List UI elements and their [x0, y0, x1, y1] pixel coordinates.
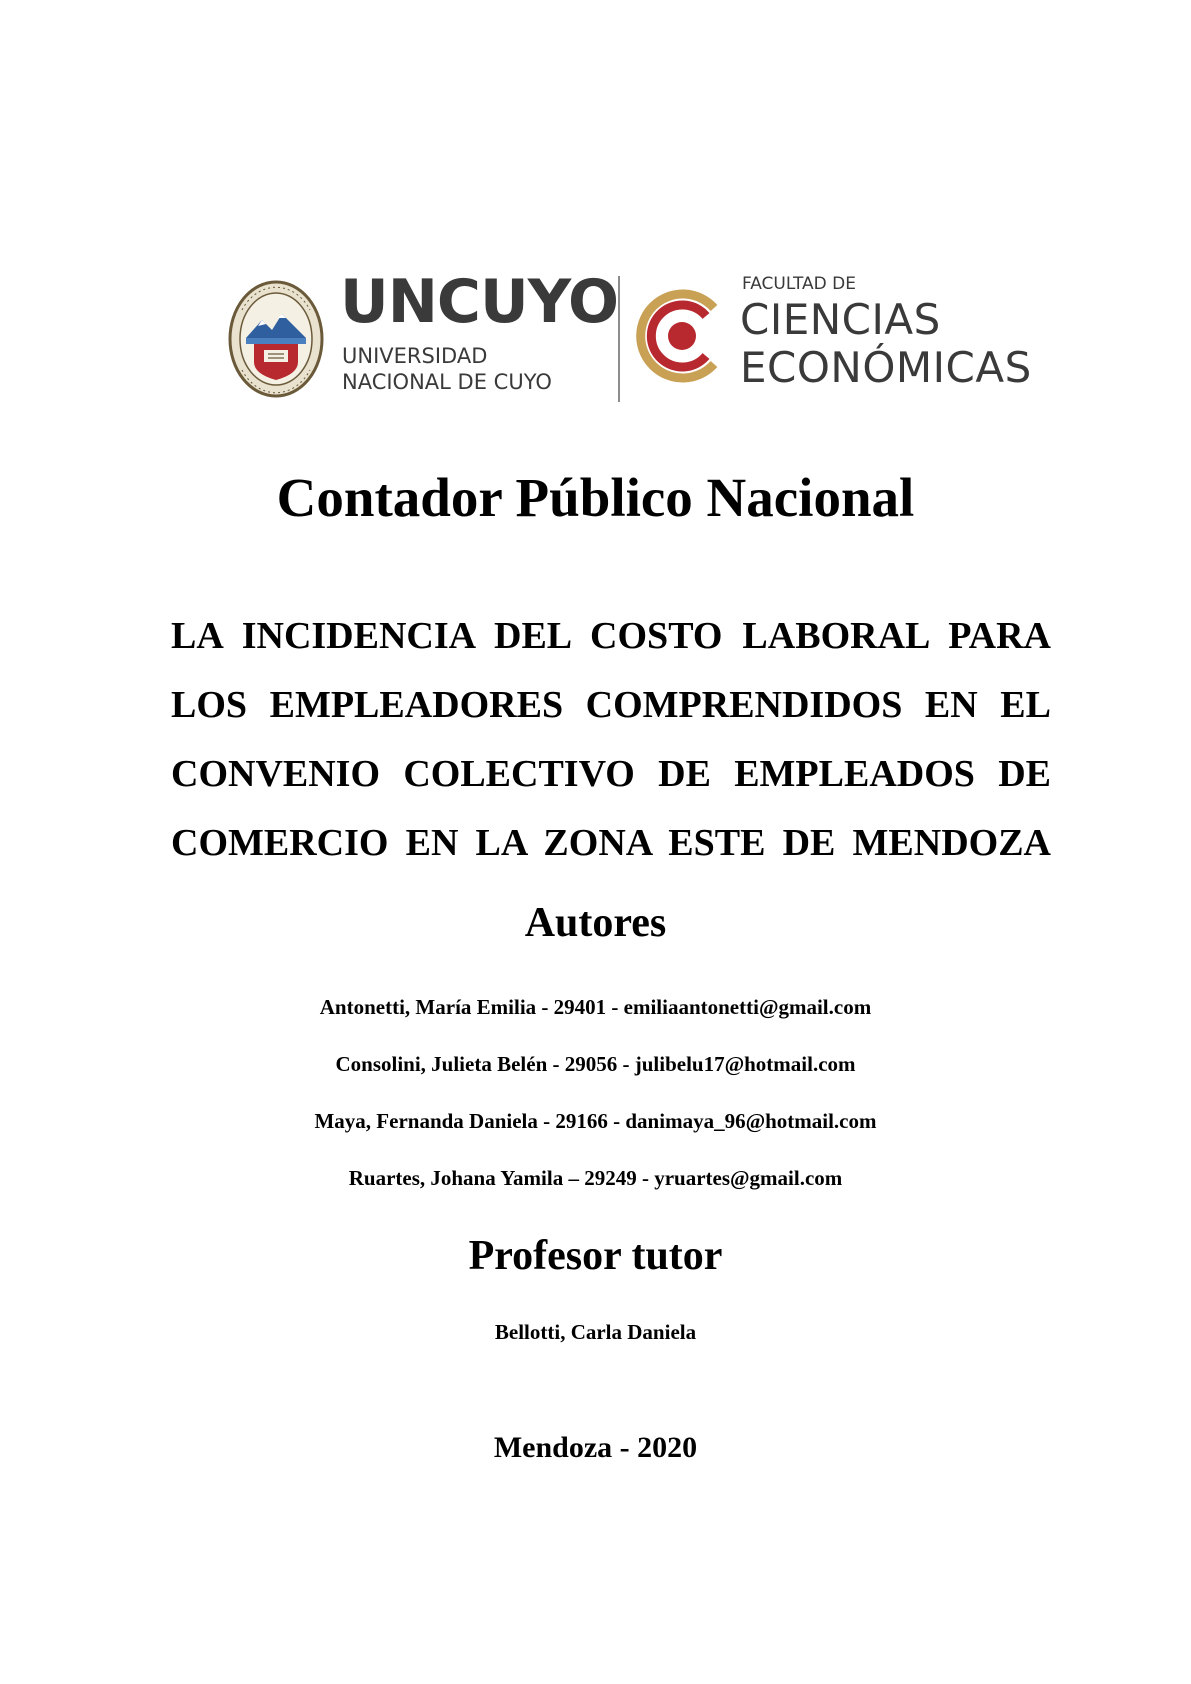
tutor-name: Bellotti, Carla Daniela — [494, 1320, 697, 1344]
faculty-emblem-icon — [632, 286, 732, 386]
uncuyo-logo-line1: UNIVERSIDAD — [342, 344, 488, 368]
faculty-logo-small: FACULTAD DE — [742, 274, 857, 294]
author-entry: Maya, Fernanda Daniela - 29166 - danimaya_96@hotmail.com — [314, 1109, 877, 1133]
logo-divider — [618, 276, 620, 402]
tutor-heading: Profesor tutor — [468, 1233, 723, 1279]
uncuyo-wordmark — [340, 267, 619, 408]
faculty-logo-line2: ECONÓMICAS — [740, 343, 1032, 392]
institution-logos — [228, 267, 1032, 408]
author-entry: Ruartes, Johana Yamila – 29249 - yruartes@gmail.com — [348, 1166, 843, 1190]
thesis-title-line: LA INCIDENCIA DEL COSTO LABORAL PARA — [171, 615, 1051, 657]
faculty-wordmark — [740, 272, 1040, 402]
author-entry: Antonetti, María Emilia - 29401 - emiliaantonetti@gmail.com — [319, 995, 872, 1019]
authors-heading: Autores — [524, 900, 667, 946]
degree-title: Contador Público Nacional — [276, 467, 915, 528]
thesis-title — [171, 602, 1051, 878]
university-seal-icon — [228, 280, 324, 398]
place-year: Mendoza - 2020 — [493, 1431, 698, 1464]
thesis-title-line: CONVENIO COLECTIVO DE EMPLEADOS DE — [171, 753, 1051, 795]
author-entry: Consolini, Julieta Belén - 29056 - julibelu17@hotmail.com — [335, 1052, 856, 1076]
uncuyo-logo-title: UNCUYO — [340, 267, 619, 337]
faculty-logo-line1: CIENCIAS — [740, 295, 941, 344]
uncuyo-logo-line2: NACIONAL DE CUYO — [342, 370, 552, 394]
thesis-title-line: COMERCIO EN LA ZONA ESTE DE MENDOZA — [171, 822, 1051, 864]
thesis-title-line: LOS EMPLEADORES COMPRENDIDOS EN EL — [171, 684, 1051, 726]
